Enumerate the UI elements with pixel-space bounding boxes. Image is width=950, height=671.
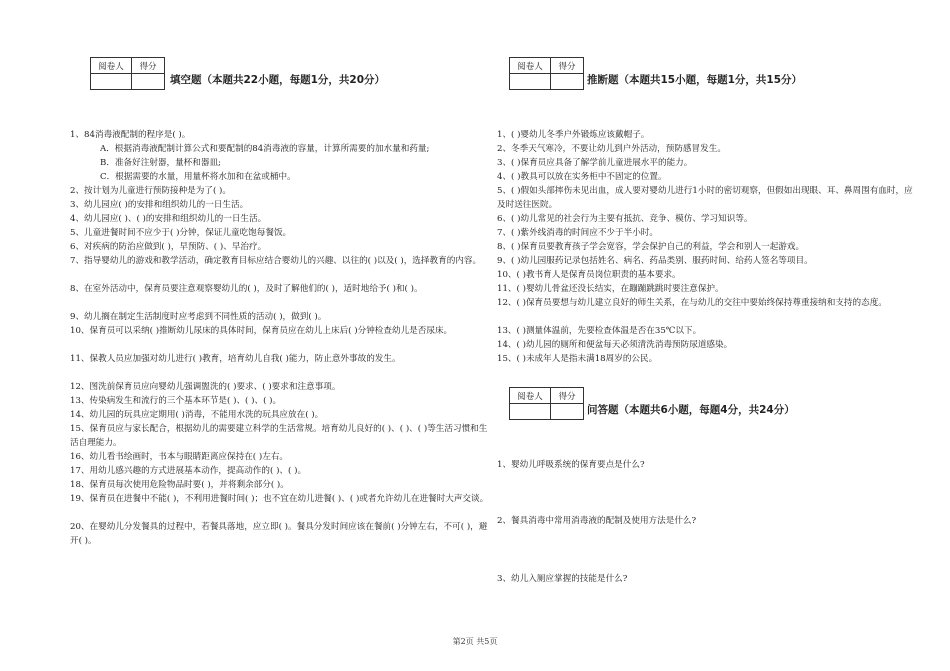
question-line: 3、幼儿园应( )的安排和组织幼儿的一日生活。 bbox=[70, 200, 249, 210]
option-line: A．根据消毒液配制计算公式和要配制的84消毒液的容量，计算所需要的加水量和药量; bbox=[100, 144, 430, 154]
qa-item: 1、婴幼儿呼吸系统的保育要点是什么? bbox=[497, 460, 645, 470]
grader-cell bbox=[91, 74, 132, 90]
score-label: 得分 bbox=[132, 58, 165, 74]
score-cell bbox=[132, 74, 165, 90]
question-line: 12、图洗前保育员应向婴幼儿强调盥洗的( )要求、( )要求和注意事项。 bbox=[70, 382, 341, 392]
grader-label: 阅卷人 bbox=[510, 58, 551, 74]
judge-item: 6、( )幼儿常见的社会行为主要有抵抗、竞争、模仿、学习知识等。 bbox=[497, 214, 753, 224]
section-title-qa: 问答题（本题共6小题，每题4分，共24分） bbox=[587, 404, 795, 416]
question-line: 15、保育员应与家长配合，根据幼儿的需要建立科学的生活常规。培育幼儿良好的( )、( )、( )等生活习惯和生活自理能力。 bbox=[70, 424, 488, 448]
section-title-judgement: 推断题（本题共15小题，每题1分，共15分） bbox=[587, 74, 803, 86]
question-line: 7、指导婴幼儿的游戏和教学活动，确定教育目标应结合婴幼儿的兴趣、以往的( )以及( )，选择教育的内容。 bbox=[70, 256, 482, 266]
question-line: 9、幼儿搁在制定生活制度时应考虑到不同性质的活动( )，做到( )。 bbox=[70, 312, 327, 322]
question-line: 8、在室外活动中，保育员要注意观察婴幼儿的( )，及时了解他们的( )，适时地给予( )和( )。 bbox=[70, 284, 423, 294]
question-line: 19、保育员在进餐中不能( )，不利用进餐时间( )；也不宜在幼儿进餐( )、( )或者允许幼儿在进餐时大声交谈。 bbox=[70, 494, 489, 504]
qa-item: 3、幼儿入厕应掌握的技能是什么? bbox=[497, 574, 628, 584]
judge-item: 3、( )保育员应具备了解学前儿童进展水平的能力。 bbox=[497, 158, 693, 168]
question-line: 10、保育员可以采纳( )推断幼儿尿床的具体时间，保育员应在幼儿上床后( )分钟检查幼儿是否尿床。 bbox=[70, 326, 453, 336]
judge-item: 4、( )教具可以放在实务柜中不固定的位置。 bbox=[497, 172, 667, 182]
judge-item: 1、( )婴幼儿冬季户外锻炼应该戴帽子。 bbox=[497, 130, 650, 140]
question-line: 11、保教人员应加强对幼儿进行( )教育，培育幼儿自我( )能力，防止意外事故的发生。 bbox=[70, 354, 401, 364]
judge-item: 8、( )保育员要教育孩子学会宽容，学会保护自己的利益，学会和别人一起游戏。 bbox=[497, 242, 805, 252]
judge-item: 15、( )未成年人是指未满18周岁的公民。 bbox=[497, 354, 658, 364]
question-line: 5、儿童进餐时间不应少于( )分钟，保证儿童吃饱每餐饭。 bbox=[70, 228, 292, 238]
judge-item: 9、( )幼儿园服药记录包括姓名、病名、药品类别、服药时间、给药人签名等项目。 bbox=[497, 256, 813, 266]
question-line: 2、按计划为儿童进行预防接种是为了( )。 bbox=[70, 186, 231, 196]
question-line: 16、幼儿看书绘画时，书本与眼睛距离应保持在( )左右。 bbox=[70, 452, 289, 462]
judge-item: 11、( )婴幼儿骨盆还没长结实，在蹦蹦跳跳时要注意保护。 bbox=[497, 284, 724, 294]
judge-item: 7、( )紫外线消毒的时间应不少于半小时。 bbox=[497, 228, 658, 238]
question-line: 1、84消毒液配制的程序是( )。 bbox=[70, 130, 191, 140]
qa-item: 2、餐具消毒中常用消毒液的配制及使用方法是什么? bbox=[497, 516, 697, 526]
score-box bbox=[90, 57, 165, 90]
option-line: C．根据需要的水量，用量杯将水加和在盆或桶中。 bbox=[100, 172, 296, 182]
score-label: 得分 bbox=[551, 388, 584, 404]
option-line: B．准备好注射器，量杯和器皿; bbox=[100, 158, 221, 168]
page-number: 第2页 共5页 bbox=[452, 637, 498, 646]
judge-item: 12、( )保育员要想与幼儿建立良好的师生关系，在与幼儿的交往中要始终保持尊重接纳和支持的态度。 bbox=[497, 298, 887, 308]
question-line: 6、对疾病的防治应做到( )，早预防、( )、早治疗。 bbox=[70, 242, 267, 252]
grader-cell bbox=[510, 404, 551, 420]
question-line: 14、幼儿园的玩具应定期用( )消毒，不能用水洗的玩具应放在( )。 bbox=[70, 410, 324, 420]
question-line: 17、用幼儿感兴趣的方式进展基本动作，提高动作的( )、( )。 bbox=[70, 466, 307, 476]
section-title-fill-in: 填空题（本题共22小题，每题1分，共20分） bbox=[170, 74, 386, 86]
score-cell bbox=[551, 74, 584, 90]
grader-label: 阅卷人 bbox=[510, 388, 551, 404]
score-cell bbox=[551, 404, 584, 420]
score-label: 得分 bbox=[551, 58, 584, 74]
judge-item: 5、( )假如头部摔伤未见出血，成人要对婴幼儿进行1小时的密切观察，但假如出现眼、耳、鼻周围有血时，应及时送往医院。 bbox=[497, 186, 913, 210]
grader-cell bbox=[510, 74, 551, 90]
score-box bbox=[509, 387, 584, 420]
question-line: 20、在婴幼儿分发餐具的过程中，若餐具落地，应立即( )。餐具分发时间应该在餐前( )分钟左右，不可( )，避开( )。 bbox=[70, 522, 488, 546]
question-line: 18、保育员每次使用危险物品时要( )，并将剩余部分( )。 bbox=[70, 480, 289, 490]
judge-item: 2、冬季天气寒冷，不要让幼儿到户外活动，预防感冒发生。 bbox=[497, 144, 726, 154]
question-line: 13、传染病发生和流行的三个基本环节是( )、( )、( )。 bbox=[70, 396, 282, 406]
question-line: 4、幼儿园应( )、( )的安排和组织幼儿的一日生活。 bbox=[70, 214, 267, 224]
judge-item: 14、( )幼儿园的厕所和便盆每天必须清洗消毒预防尿道感染。 bbox=[497, 340, 733, 350]
judge-item: 10、( )教书育人是保育员岗位职责的基本要求。 bbox=[497, 270, 681, 280]
grader-label: 阅卷人 bbox=[91, 58, 132, 74]
score-box bbox=[509, 57, 584, 90]
judge-item: 13、( )测量体温前，先要检查体温是否在35℃以下。 bbox=[497, 326, 702, 336]
